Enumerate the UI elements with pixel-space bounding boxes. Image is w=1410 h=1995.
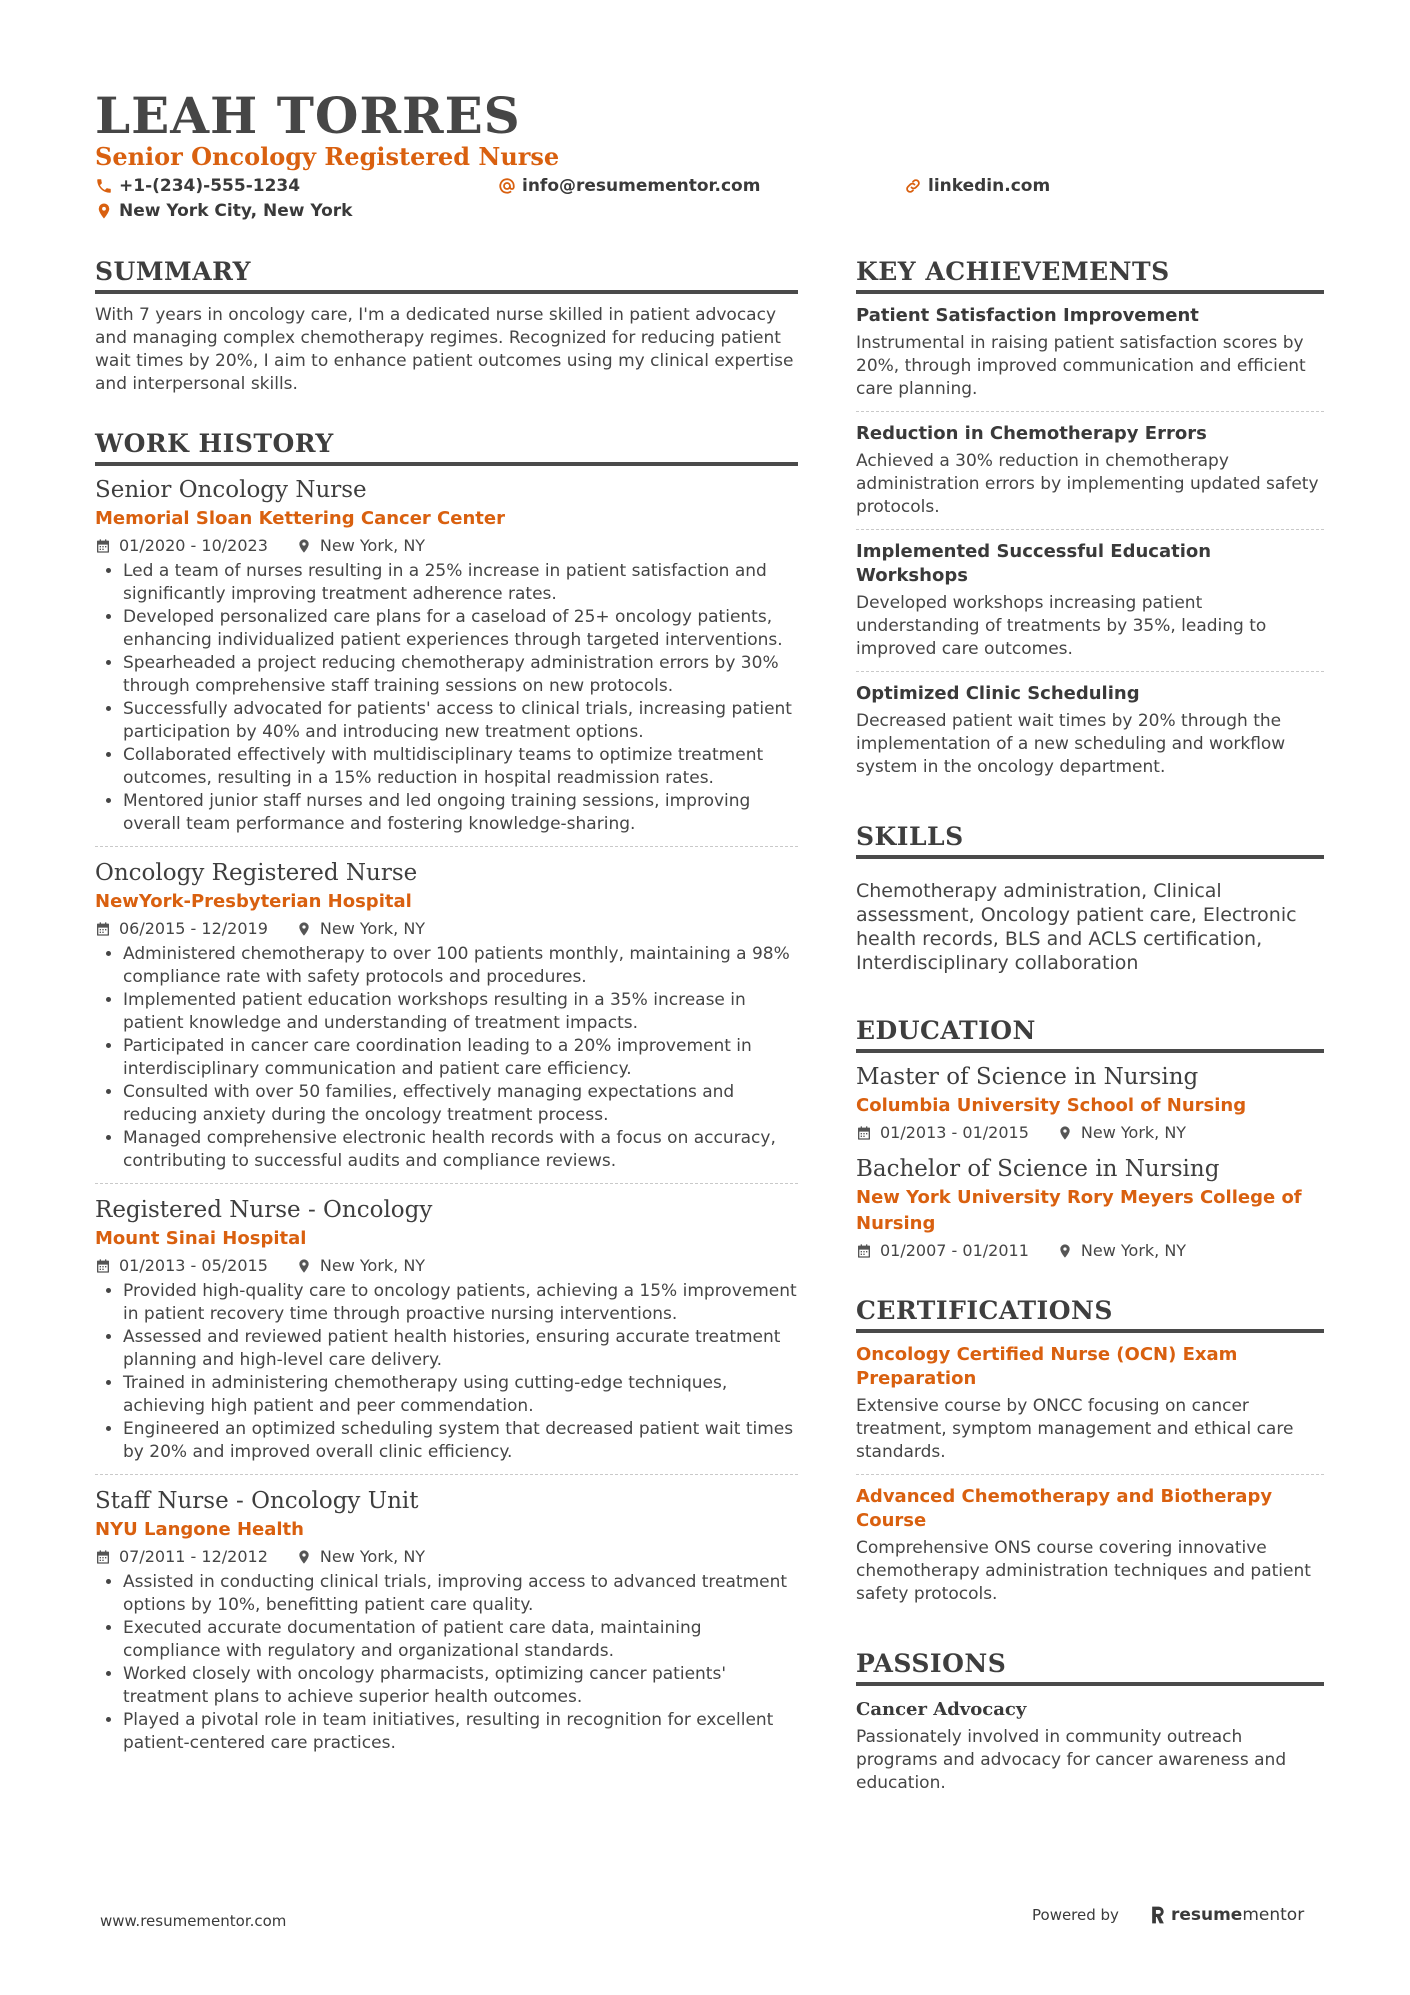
powered-by-text: Powered by	[1032, 1906, 1119, 1924]
job-bullet: • Engineered an optimized scheduling system that decreased patient wait times by 20% and improved overall clinic efficiency.	[123, 1418, 798, 1464]
section-title-skills: SKILLS	[856, 821, 1324, 859]
achievement-title: Patient Satisfaction Improvement	[856, 305, 1199, 326]
contact-linkedin[interactable]	[904, 175, 1050, 197]
certification-desc: Extensive course by ONCC focusing on cancer treatment, symptom management and ethical care standards.	[856, 1396, 1294, 1462]
map-pin-icon	[1057, 1243, 1073, 1259]
achievement-title: Reduction in Chemotherapy Errors	[856, 423, 1207, 444]
calendar-icon	[95, 921, 111, 937]
section-title-summary: SUMMARY	[95, 256, 798, 294]
contact-phone[interactable]	[95, 175, 300, 197]
skills-section	[856, 821, 1324, 975]
employer-name: NYU Langone Health	[95, 1519, 304, 1540]
brand-logo[interactable]	[1149, 1905, 1304, 1925]
certification-title: Advanced Chemotherapy and Biotherapy Course	[856, 1486, 1273, 1531]
job-bullets	[95, 1571, 798, 1755]
achievement-title: Optimized Clinic Scheduling	[856, 683, 1140, 704]
job-entry	[95, 857, 798, 1184]
date-range: 01/2013 - 01/2015	[880, 1123, 1029, 1142]
calendar-icon	[95, 538, 111, 554]
certification-desc: Comprehensive ONS course covering innovative chemotherapy administration techniques and patient safety protocols.	[856, 1538, 1311, 1604]
date-range: 07/2011 - 12/2012	[119, 1547, 268, 1566]
section-title-passions: PASSIONS	[856, 1648, 1324, 1686]
job-bullet: • Played a pivotal role in team initiatives, resulting in recognition for excellent patient-centered care practices.	[123, 1709, 798, 1755]
location: New York, NY	[319, 1547, 426, 1566]
section-title-achievements: KEY ACHIEVEMENTS	[856, 256, 1324, 294]
map-pin-icon	[296, 921, 312, 937]
date-range: 06/2015 - 12/2019	[119, 919, 268, 938]
job-entry	[95, 1194, 798, 1475]
degree-title: Master of Science in Nursing	[856, 1064, 1199, 1090]
job-bullet: • Developed personalized care plans for a caseload of 25+ oncology patients, enhancing individualized patient experiences through targeted interventions.	[123, 606, 798, 652]
job-title: Staff Nurse - Oncology Unit	[95, 1488, 419, 1514]
school-name: Columbia University School of Nursing	[856, 1095, 1247, 1116]
job-title: Registered Nurse - Oncology	[95, 1197, 433, 1223]
passion-title: Cancer Advocacy	[856, 1699, 1027, 1720]
job-bullet: • Spearheaded a project reducing chemotherapy administration errors by 30% through comprehensive staff training sessions on new protocols.	[123, 652, 798, 698]
calendar-icon	[856, 1125, 872, 1141]
calendar-icon	[95, 1258, 111, 1274]
brand-name-light: mentor	[1242, 1905, 1305, 1925]
passion-desc: Passionately involved in community outreach programs and advocacy for cancer awareness and education.	[856, 1727, 1287, 1793]
candidate-role: Senior Oncology Registered Nurse	[95, 142, 560, 171]
meta-row	[856, 1239, 1324, 1263]
certification-item	[856, 1333, 1324, 1475]
meta-row	[95, 917, 798, 941]
phone-icon	[95, 177, 113, 195]
certification-item	[856, 1475, 1324, 1616]
section-title-education: EDUCATION	[856, 1015, 1324, 1053]
school-name: New York University Rory Meyers College of Nursing	[856, 1187, 1302, 1234]
footer-branding	[1032, 1905, 1304, 1925]
achievement-item	[856, 412, 1324, 530]
achievement-desc: Instrumental in raising patient satisfaction scores by 20%, through improved communication and efficient care planning.	[856, 333, 1306, 399]
date-range: 01/2007 - 01/2011	[880, 1241, 1029, 1260]
map-pin-icon	[95, 202, 113, 220]
map-pin-icon	[1057, 1125, 1073, 1141]
email-text: info@resumementor.com	[522, 176, 761, 196]
location: New York, NY	[319, 536, 426, 555]
passion-item	[856, 1698, 1324, 1795]
achievement-desc: Decreased patient wait times by 20% through the implementation of a new scheduling and workflow system in the oncology department.	[856, 711, 1286, 777]
meta-row	[95, 534, 798, 558]
job-bullet: • Provided high-quality care to oncology patients, achieving a 15% improvement in patient recovery time through proactive nursing interventions.	[123, 1280, 798, 1326]
education-item	[856, 1061, 1324, 1145]
work-history-section	[95, 428, 798, 1765]
meta-row	[856, 1121, 1324, 1145]
contact-email[interactable]	[498, 175, 760, 197]
job-entry	[95, 474, 798, 847]
job-bullets	[95, 943, 798, 1173]
map-pin-icon	[296, 1258, 312, 1274]
certifications-section	[856, 1295, 1324, 1616]
location: New York, NY	[319, 1256, 426, 1275]
location: New York, NY	[1080, 1241, 1187, 1260]
certification-title: Oncology Certified Nurse (OCN) Exam Preparation	[856, 1344, 1238, 1389]
left-column	[95, 256, 798, 1797]
achievements-section	[856, 256, 1324, 789]
job-bullet: • Successfully advocated for patients' access to clinical trials, increasing patient participation by 40% and introducing new treatment options.	[123, 698, 798, 744]
right-column	[856, 256, 1324, 1827]
location: New York, NY	[1080, 1123, 1187, 1142]
section-title-certifications: CERTIFICATIONS	[856, 1295, 1324, 1333]
achievement-item	[856, 294, 1324, 412]
at-sign-icon	[498, 177, 516, 195]
location: New York, NY	[319, 919, 426, 938]
location-text: New York City, New York	[119, 201, 353, 221]
achievement-list	[856, 294, 1324, 789]
job-bullet: • Collaborated effectively with multidisciplinary teams to optimize treatment outcomes, resulting in a 15% reduction in hospital readmission rates.	[123, 744, 798, 790]
skills-text: Chemotherapy administration, Clinical assessment, Oncology patient care, Electronic health records, BLS and ACLS certification, Interdisciplinary collaboration	[856, 880, 1297, 974]
degree-title: Bachelor of Science in Nursing	[856, 1156, 1220, 1182]
achievement-item	[856, 530, 1324, 672]
job-bullet: • Participated in cancer care coordination leading to a 20% improvement in interdisciplinary communication and patient care efficiency.	[123, 1035, 798, 1081]
job-bullet: • Executed accurate documentation of patient care data, maintaining compliance with regulatory and organizational standards.	[123, 1617, 798, 1663]
job-bullet: • Led a team of nurses resulting in a 25% increase in patient satisfaction and significantly improving treatment adherence rates.	[123, 560, 798, 606]
phone-text: +1-(234)-555-1234	[119, 176, 301, 196]
map-pin-icon	[296, 1549, 312, 1565]
job-bullets	[95, 1280, 798, 1464]
job-bullet: • Worked closely with oncology pharmacists, optimizing cancer patients' treatment plans to achieve superior health outcomes.	[123, 1663, 798, 1709]
date-range: 01/2013 - 05/2015	[119, 1256, 268, 1275]
education-item	[856, 1153, 1324, 1263]
map-pin-icon	[296, 538, 312, 554]
passions-section	[856, 1648, 1324, 1795]
brand-name-bold: resume	[1170, 1905, 1243, 1925]
job-bullet: • Mentored junior staff nurses and led ongoing training sessions, improving overall team performance and fostering knowledge-sharing.	[123, 790, 798, 836]
resumementor-logo-icon	[1149, 1905, 1167, 1925]
contact-location	[95, 200, 352, 222]
employer-name: Memorial Sloan Kettering Cancer Center	[95, 508, 505, 529]
job-entry	[95, 1485, 798, 1765]
passion-list	[856, 1698, 1324, 1795]
job-bullet: • Administered chemotherapy to over 100 patients monthly, maintaining a 98% compliance rate with safety protocols and procedures.	[123, 943, 798, 989]
job-bullet: • Trained in administering chemotherapy using cutting-edge techniques, achieving high patient and peer commendation.	[123, 1372, 798, 1418]
job-bullets	[95, 560, 798, 836]
link-icon	[904, 177, 922, 195]
linkedin-text: linkedin.com	[928, 176, 1051, 196]
education-list	[856, 1061, 1324, 1263]
calendar-icon	[95, 1549, 111, 1565]
certification-list	[856, 1333, 1324, 1616]
footer-website[interactable]: www.resumementor.com	[100, 1912, 287, 1930]
meta-row	[95, 1254, 798, 1278]
date-range: 01/2020 - 10/2023	[119, 536, 268, 555]
meta-row	[95, 1545, 798, 1569]
job-list	[95, 474, 798, 1765]
summary-text: With 7 years in oncology care, I'm a dedicated nurse skilled in patient advocacy and managing complex chemotherapy regimes. Recognized for reducing patient wait times by 20%, I aim to enhance patient outcomes using my clinical expertise and interpersonal skills.	[95, 305, 794, 394]
job-title: Senior Oncology Nurse	[95, 477, 367, 503]
education-section	[856, 1015, 1324, 1263]
achievement-desc: Developed workshops increasing patient understanding of treatments by 35%, leading to improved care outcomes.	[856, 593, 1267, 659]
job-bullet: • Implemented patient education workshops resulting in a 35% increase in patient knowledge and understanding of treatment impacts.	[123, 989, 798, 1035]
employer-name: Mount Sinai Hospital	[95, 1228, 307, 1249]
achievement-title: Implemented Successful Education Workshops	[856, 541, 1212, 586]
job-bullet: • Consulted with over 50 families, effectively managing expectations and reducing anxiety during the oncology treatment process.	[123, 1081, 798, 1127]
section-title-work-history: WORK HISTORY	[95, 428, 798, 466]
achievement-desc: Achieved a 30% reduction in chemotherapy administration errors by implementing updated safety protocols.	[856, 451, 1319, 517]
job-title: Oncology Registered Nurse	[95, 860, 418, 886]
achievement-item	[856, 672, 1324, 789]
employer-name: NewYork-Presbyterian Hospital	[95, 891, 412, 912]
candidate-name: LEAH TORRES	[95, 86, 521, 145]
summary-section	[95, 256, 798, 396]
job-bullet: • Assisted in conducting clinical trials, improving access to advanced treatment options by 10%, benefitting patient care quality.	[123, 1571, 798, 1617]
job-bullet: • Assessed and reviewed patient health histories, ensuring accurate treatment planning and high-level care delivery.	[123, 1326, 798, 1372]
calendar-icon	[856, 1243, 872, 1259]
job-bullet: • Managed comprehensive electronic health records with a focus on accuracy, contributing to successful audits and compliance reviews.	[123, 1127, 798, 1173]
